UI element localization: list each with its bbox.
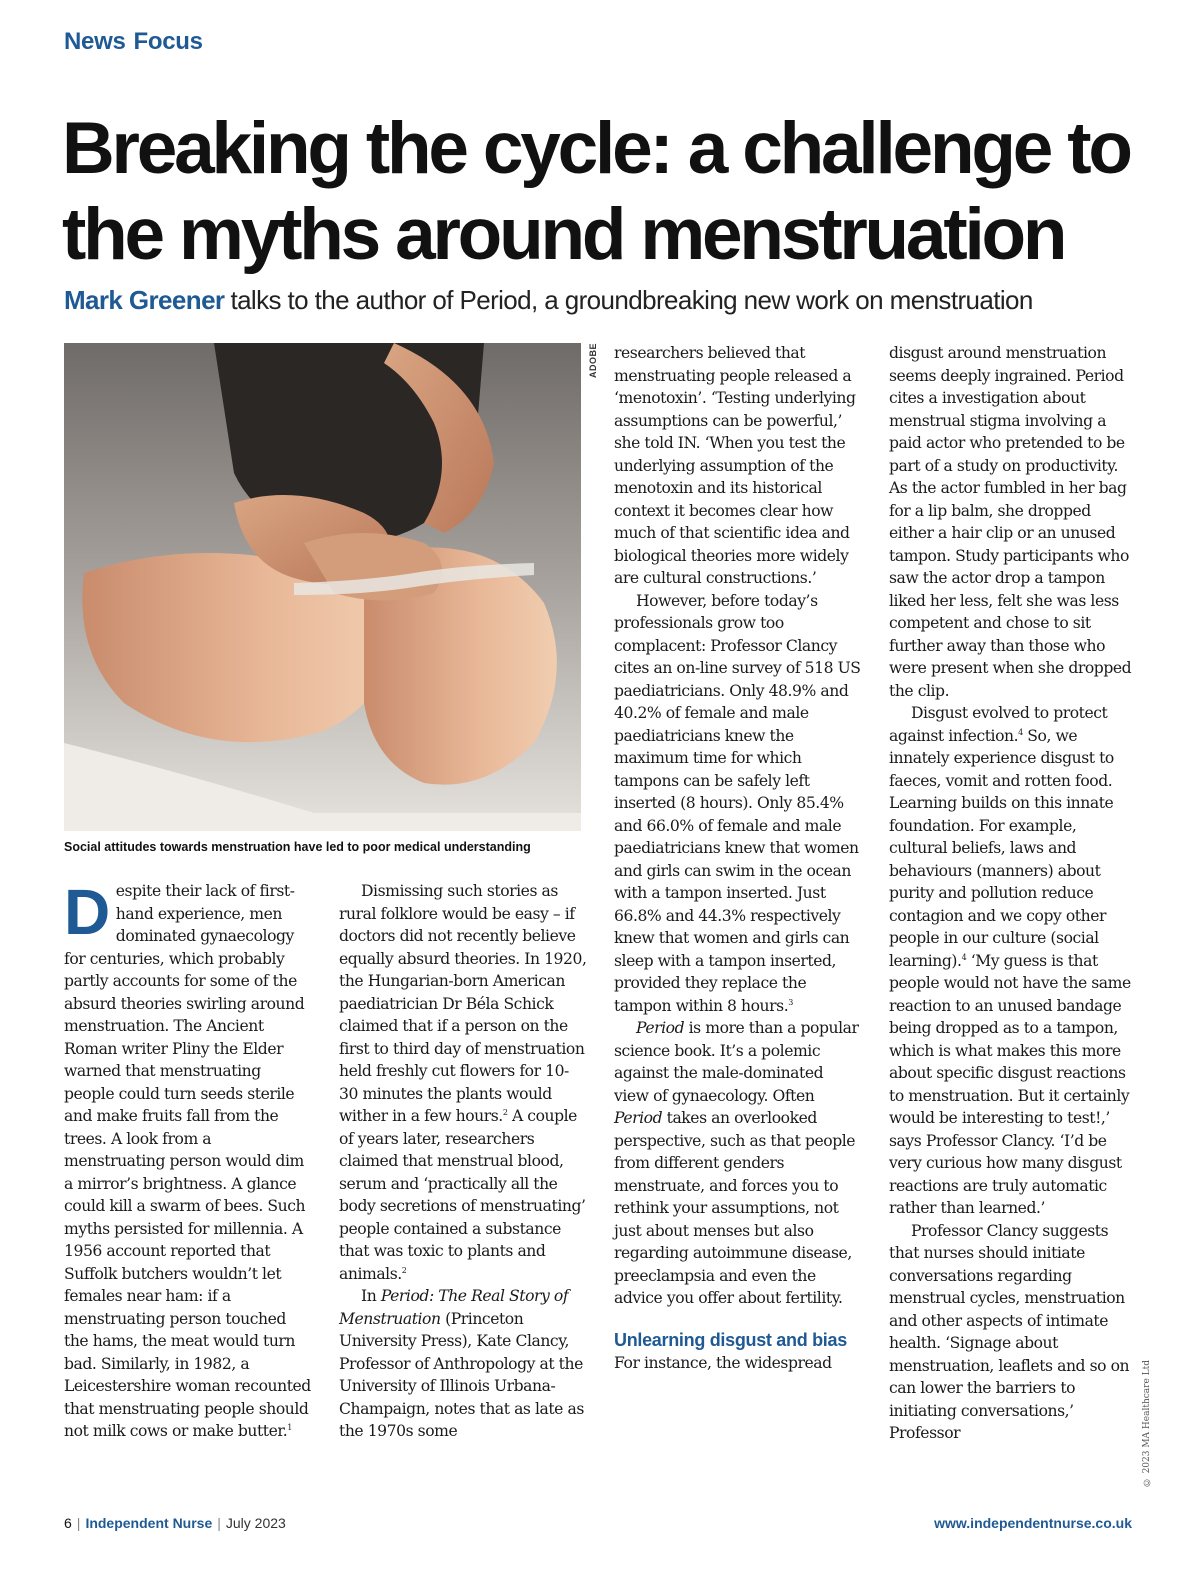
paragraph: Dismissing such stories as rural folklore would be easy – if doctors did not recently believe equally absurd theories. In 1920, the Hungarian-born American paediatrician Dr Béla Schick claimed that if a person on the first to third day of menstruation held freshly cut flowers for 10-30 minutes the plants would wither in a few hours. — [339, 882, 587, 1125]
body-column-3 — [614, 342, 862, 1374]
paragraph: However, before today’s professionals grow too complacent: Professor Clancy cites an on-line survey of 518 US paediatricians. Only 48.9% and 40.2% of female and male paediatricians knew the maximum time for which tampons can be safely left inserted (8 hours). Only 85.4% and 66.0% of female and male paediatricians knew that women and girls can swim in the ocean with a tampon inserted. Just 66.8% and 44.3% respectively knew that women and girls can sleep with a tampon inserted, provided they replace the tampon within 8 hours. — [614, 591, 861, 1015]
divider: | — [217, 1515, 221, 1531]
book-title: Period: The Real Story of Menstruation — [339, 1287, 569, 1328]
divider: | — [76, 1515, 81, 1531]
paragraph: takes an overlooked perspective, such as that people from different genders menstruate, and forces you to rethink your assumptions, not just about menses but also regarding autoimmune disease, preeclampsia and even the advice you offer about fertility. — [614, 1109, 856, 1307]
reference-marker: 1 — [287, 1422, 292, 1432]
photo-caption: Social attitudes towards menstruation have led to poor medical understanding — [64, 840, 531, 854]
url-part: .co.uk — [1091, 1515, 1132, 1531]
photo-credit: ADOBE — [588, 343, 598, 379]
paragraph: ‘My guess is that people would not have the same reaction to an unused bandage being dropped as to a tampon, which is what makes this more about specific disgust reactions to menstruation. But it certainly would be interesting to test!,’ says Professor Clancy. ‘I’d be very curious how many disgust reactions are truly automatic rather than learned.’ — [889, 951, 1131, 1217]
paragraph: Professor Clancy suggests that nurses should initiate conversations regarding menstrual cycles, menstruation and other aspects of intimate health. ‘Signage about menstruation, leaflets and so on can lower the barriers to initiating conversations,’ Professor — [889, 1221, 1130, 1442]
section-tag — [64, 28, 211, 56]
book-title: Period — [636, 1019, 685, 1037]
paragraph: (Princeton University Press), Kate Clancy, Professor of Anthropology at the University of Illinois Urbana-Champaign, notes that as late as the 1970s some — [339, 1309, 584, 1440]
paragraph: is more than a popular science book. It’s a polemic against the male-dominated view of gynaecology. Often — [614, 1019, 859, 1105]
author-name: Mark Greener — [64, 285, 225, 315]
body-column-1 — [64, 876, 312, 1443]
page-footer — [64, 1515, 1132, 1531]
magazine-name-part: Nurse — [172, 1515, 213, 1531]
photo-illustration — [64, 343, 581, 831]
reference-marker: 2 — [401, 1265, 407, 1275]
paragraph: espite their lack of first-hand experience, men dominated gynaecology for centuries, which probably partly accounts for some of the absurd theories swirling around menstruation. The Ancient Roman writer Pliny the Elder warned that menstruating people could turn seeds sterile and make fruits fall from the trees. A look from a menstruating person would dim a mirror’s brightness. A glance could kill a swarm of bees. Such myths persisted for millennia. A 1956 account reported that Suffolk butchers wouldn’t let females near ham: if a menstruating person touched the hams, the meat would turn bad. Similarly, in 1982, a Leicestershire woman recounted that menstruating people should not milk cows or make butter. — [64, 882, 311, 1440]
section-tag-focus: Focus — [133, 28, 203, 55]
reference-marker: 2 — [502, 1107, 508, 1117]
body-column-2 — [339, 880, 587, 1443]
body-column-4 — [889, 342, 1139, 1445]
paragraph: Disgust evolved to protect against infection. — [889, 704, 1108, 745]
article-photo — [64, 343, 581, 831]
reference-marker: 4 — [961, 952, 967, 962]
magazine-name — [85, 1515, 212, 1531]
reference-marker: 3 — [788, 997, 793, 1007]
url-part: www.independent — [934, 1515, 1054, 1531]
standfirst-text: talks to the author of Period, a groundbreaking new work on menstruation — [230, 285, 1033, 315]
subheading: Unlearning disgust and bias — [614, 1329, 847, 1350]
section-tag-news: News — [64, 28, 126, 55]
url-part: nurse — [1053, 1515, 1092, 1531]
paragraph: In — [361, 1287, 381, 1305]
headline: Breaking the cycle: a challenge to the myths around menstruation — [62, 108, 1130, 275]
paragraph: researchers believed that menstruating people released a ‘menotoxin’. ‘Testing underlying assumptions can be powerful,’ she told IN. ‘When you test the underlying assumption of the menotoxin and its historical context it becomes clear how much of that scientific idea and biological theories more widely are cultural constructions.’ — [614, 344, 856, 587]
reference-marker: 4 — [1018, 727, 1023, 737]
website-link[interactable] — [934, 1515, 1132, 1531]
standfirst — [64, 285, 1164, 316]
page-number: 6 — [64, 1515, 72, 1531]
copyright-notice: © 2023 MA Healthcare Ltd — [1142, 1360, 1152, 1487]
paragraph: disgust around menstruation seems deeply ingrained. Period cites a investigation about menstrual stigma involving a paid actor who pretended to be part of a study on productivity. As the actor fumbled in her bag for a lip balm, she dropped either a hair clip or an unused tampon. Study participants who saw the actor drop a tampon liked her less, felt she was less competent and chose to sit further away than those who were present when she dropped the clip. — [889, 344, 1132, 700]
drop-cap: D — [64, 876, 110, 948]
issue-date: July 2023 — [225, 1515, 286, 1531]
paragraph: So, we innately experience disgust to faeces, vomit and rotten food. Learning builds on this innate foundation. For example, cultural beliefs, laws and behaviours (manners) about purity and pollution reduce contagion and we copy other people in our culture (social learning). — [889, 726, 1114, 970]
book-title: Period — [614, 1109, 663, 1127]
paragraph: For instance, the widespread — [614, 1353, 832, 1372]
magazine-name-part: Independent — [85, 1515, 169, 1531]
paragraph: A couple of years later, researchers claimed that menstrual blood, serum and ‘practically all the body secretions of menstruating’ people contained a substance that was toxic to plants and animals. — [339, 1107, 586, 1283]
